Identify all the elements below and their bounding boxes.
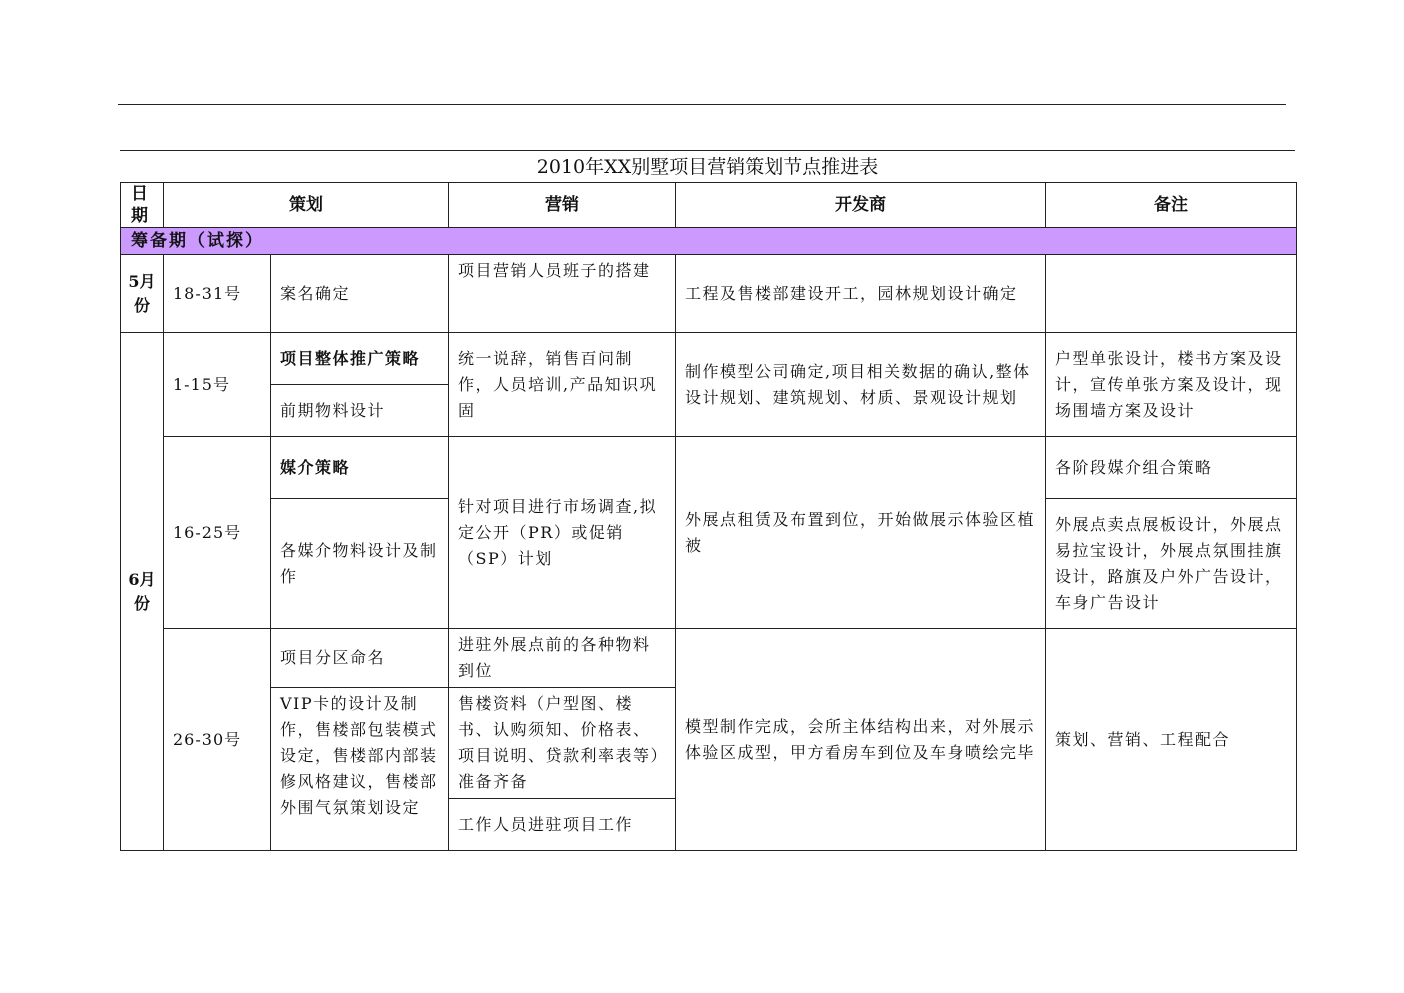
developer-cell: 模型制作完成，会所主体结构出来，对外展示体验区成型，甲方看房车到位及车身喷绘完毕 [676,629,1046,851]
date-range: 1-15号 [164,333,271,437]
developer-cell: 工程及售楼部建设开工，园林规划设计确定 [676,255,1046,333]
date-range: 18-31号 [164,255,271,333]
table-row [121,437,1297,499]
notes-cell: 户型单张设计，楼书方案及设计，宣传单张方案及设计，现场围墙方案及设计 [1046,333,1297,437]
notes-cell: 外展点卖点展板设计，外展点易拉宝设计，外展点氛围挂旗设计，路旗及户外广告设计，车身广告设计 [1046,499,1297,629]
marketing-cell: 项目营销人员班子的搭建 [449,255,676,333]
table-row [121,629,1297,688]
marketing-cell: 统一说辞，销售百问制作，人员培训,产品知识巩固 [449,333,676,437]
schedule-table [120,182,1297,851]
table-row [121,333,1297,385]
header-date: 日期 [121,183,164,228]
notes-cell [1046,255,1297,333]
planning-cell: 项目整体推广策略 [271,333,449,385]
phase-row [121,228,1297,255]
table-row [121,255,1297,333]
marketing-cell: 针对项目进行市场调查,拟定公开（PR）或促销（SP）计划 [449,437,676,629]
planning-cell: 前期物料设计 [271,385,449,437]
marketing-cell: 工作人员进驻项目工作 [449,799,676,851]
date-range: 26-30号 [164,629,271,851]
header-marketing: 营销 [449,183,676,228]
header-row [121,183,1297,228]
planning-cell: 各媒介物料设计及制作 [271,499,449,629]
title-rule [120,150,1295,151]
marketing-cell: 售楼资料（户型图、楼书、认购须知、价格表、项目说明、贷款利率表等）准备齐备 [449,688,676,799]
document-title: 2010年XX别墅项目营销策划节点推进表 [536,156,879,178]
marketing-cell: 进驻外展点前的各种物料到位 [449,629,676,688]
planning-cell: 案名确定 [271,255,449,333]
notes-cell: 各阶段媒介组合策略 [1046,437,1297,499]
header-notes: 备注 [1046,183,1297,228]
developer-cell: 外展点租赁及布置到位，开始做展示体验区植被 [676,437,1046,629]
phase-label: 筹备期（试探） [121,228,1297,255]
date-range: 16-25号 [164,437,271,629]
developer-cell: 制作模型公司确定,项目相关数据的确认,整体设计规划、建筑规划、材质、景观设计规划 [676,333,1046,437]
header-rule [118,104,1286,105]
month-label-june: 6月份 [121,333,164,851]
month-label-may: 5月份 [121,255,164,333]
header-developer: 开发商 [676,183,1046,228]
header-planning: 策划 [164,183,449,228]
planning-cell: VIP卡的设计及制作，售楼部包装模式设定，售楼部内部装修风格建议，售楼部外围气氛策划设定 [271,688,449,851]
planning-cell: 项目分区命名 [271,629,449,688]
planning-cell: 媒介策略 [271,437,449,499]
notes-cell: 策划、营销、工程配合 [1046,629,1297,851]
